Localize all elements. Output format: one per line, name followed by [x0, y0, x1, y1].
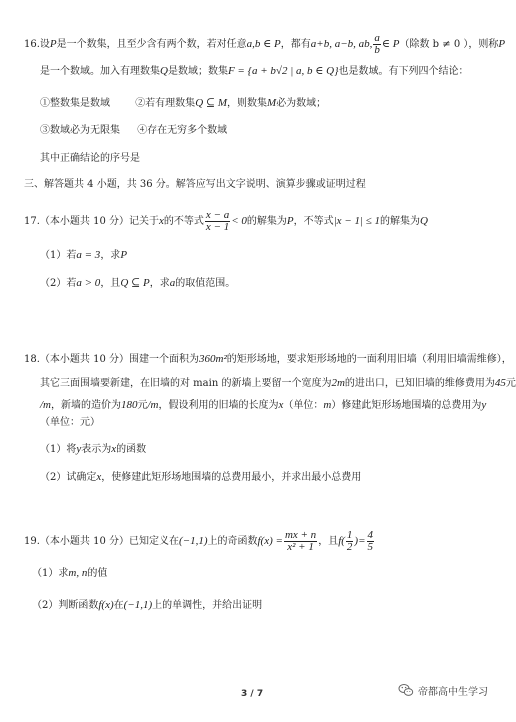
q19-math: (−1,1): [179, 535, 208, 547]
q19-math: f(x) =: [257, 535, 283, 547]
q17-text: （2）若: [40, 278, 77, 289]
q17-text: ，不等式: [293, 216, 334, 227]
wechat-icon: [398, 682, 414, 698]
q16-math: P: [49, 38, 57, 50]
q18-math: 45: [494, 377, 506, 389]
q16-math: a+b, a−b, ab,: [310, 38, 373, 50]
q18-text: 的矩形场地，要求矩形场地的一面利用旧墙（利用旧墙需维修），: [226, 354, 512, 365]
q16-text: 是数域；数集: [167, 66, 228, 77]
q16-option-1: ①整数集是数域: [40, 98, 110, 109]
q16-text: 16.设: [24, 39, 50, 50]
q18-part2: [40, 470, 361, 485]
q18-text: ，新墙的造价为: [51, 400, 121, 411]
section-3-heading: 三、解答题共 4 小题，共 36 分。解答应写出文字说明、演算步骤或证明过程: [24, 179, 366, 190]
q19-text: 上的单调性，并给出证明: [152, 600, 263, 611]
q18-text: 表示为: [81, 444, 112, 455]
page-number: 3 / 7: [241, 689, 264, 699]
q18-math: /m: [147, 399, 159, 411]
q17-math: x: [159, 215, 164, 227]
q16-math: F = {a + b√2 | a, b ∈ Q}: [227, 65, 339, 77]
q18-text: 的进出口，已知旧墙的维修费用为: [344, 378, 495, 389]
q16-math: Q ⊆ M: [195, 97, 228, 109]
q18-text: 元: [505, 378, 516, 389]
q16-option-4: ④存在无穷多个数域: [137, 125, 228, 136]
q17-math: a > 0: [76, 277, 101, 289]
q17-part2: [40, 276, 235, 291]
q19-text: 的值: [87, 568, 108, 579]
q19-part2: [32, 598, 262, 613]
q16-options-row1: [40, 96, 326, 111]
q18-text: 其它三面围墙要新建，在旧墙的对 main 的新墙上要留一个宽度为: [40, 378, 332, 389]
q18-math: x: [96, 471, 102, 483]
q17-text: ，求: [100, 250, 121, 261]
q16-ask: 其中正确结论的序号是: [40, 153, 140, 164]
q16-line1: [24, 33, 505, 56]
q19-half-fraction: $\frac{1}{2}$: [346, 529, 353, 553]
q16-text: ，则数集: [227, 98, 268, 109]
q18-text: （1）将: [40, 444, 77, 455]
q16-math: ∈ P: [381, 38, 400, 50]
q19-text: 上的奇函数: [207, 536, 258, 547]
q16-line2: [40, 64, 468, 79]
q16-text: （除数 b ≠ 0 ），则称: [399, 39, 499, 50]
q17-text: 的不等式: [163, 216, 204, 227]
q17-fraction: $\frac{x - a}{x - 1}$: [205, 209, 230, 233]
q18-part1: [40, 442, 146, 457]
q16-math: a,b ∈ P: [246, 38, 281, 50]
q18-line3: [40, 398, 486, 413]
q17-text: （1）若: [40, 250, 77, 261]
q18-math: y: [76, 443, 82, 455]
q16-option-2: ②若有理数集: [135, 98, 196, 109]
q16-option-3: ③数域必为无限集: [40, 125, 120, 136]
q18-text: 的函数: [116, 444, 147, 455]
q19-fraction: $\frac{mx + n}{\text{x² + 1}}$: [284, 529, 317, 553]
q17-math: a: [169, 277, 176, 289]
q16-options-row2: [40, 124, 227, 138]
q18-line4: （单位：元）: [40, 417, 100, 428]
q17-math: < 0: [231, 215, 247, 227]
q19-text: （2）判断函数: [32, 600, 99, 611]
q17-line1: [24, 210, 428, 233]
q17-part1: [40, 248, 127, 263]
q18-line2: [40, 376, 516, 391]
q18-text: ，使修建此矩形场地围墙的总费用最小，并求出最小总费用: [101, 472, 362, 483]
q18-text: ，假设利用的旧墙的长度为: [158, 400, 279, 411]
q16-text: 是一个数集，且至少含有两个数，若对任意: [56, 39, 247, 50]
q18-text: （2）试确定: [40, 472, 97, 483]
q18-math: x: [111, 443, 117, 455]
q18-math: x: [278, 399, 284, 411]
q16-text: 必为数域；: [276, 98, 327, 109]
q17-text: 的解集为: [380, 216, 421, 227]
q16-text: 是一个数域。加入有理数集: [40, 66, 160, 77]
q17-math: a = 3: [76, 249, 101, 261]
q19-value-fraction: $\frac{4}{5}$: [367, 529, 374, 553]
q16-math: M: [267, 97, 277, 109]
q19-text: 在: [113, 600, 124, 611]
q17-text: 的解集为: [246, 216, 287, 227]
q16-text: ，都有: [280, 39, 311, 50]
q18-math: m: [323, 399, 332, 411]
q19-math: f(x): [98, 599, 114, 611]
q18-text: （单位：: [283, 400, 324, 411]
q18-text: 18.（本小题共 10 分）围建一个面积为: [24, 354, 199, 365]
q19-math: (−1,1): [123, 599, 153, 611]
q19-text: 19.（本小题共 10 分）已知定义在: [24, 536, 179, 547]
q19-line1: 19.（本小题共 10 分）已知定义在(−1,1)上的奇函数f(x) = $\frac{mx + n}{\text{x² + 1}}$ ，且f( $\frac{1}{2}$ )= $\frac{4}{5}$: [24, 529, 374, 553]
q19-math: =: [358, 535, 366, 547]
watermark: [398, 682, 488, 698]
q17-text: ，且: [100, 278, 121, 289]
q19-text: （1）求: [32, 568, 69, 579]
watermark-label: 帝都高中生学习: [418, 686, 488, 698]
q17-text: 的取值范围。: [175, 278, 236, 289]
q17-text: ，求: [149, 278, 170, 289]
q17-math: Q: [420, 215, 428, 227]
q18-math: 360m²: [199, 353, 227, 365]
q18-text: 元: [137, 400, 148, 411]
q17-math: P: [120, 249, 128, 261]
q16-text: 也是数域。有下列四个结论：: [338, 66, 469, 77]
q18-text: ）修建此矩形场地围墙的总费用为: [331, 400, 482, 411]
q17-math: |x − 1| ≤ 1: [333, 215, 381, 227]
q18-math: /m: [40, 399, 51, 411]
q19-math: f: [338, 535, 342, 547]
q19-math: m, n: [68, 567, 88, 579]
q17-math: Q ⊆ P: [120, 277, 150, 289]
q16-math: P: [498, 38, 506, 50]
q18-math: 180: [121, 399, 138, 411]
q19-part1: [32, 566, 107, 581]
q18-math: y: [481, 399, 487, 411]
q18-line1: [24, 352, 512, 367]
q19-text: ，且: [318, 536, 339, 547]
q16-fraction: $\frac{a}{b}$: [374, 32, 380, 56]
q16-math: Q: [160, 65, 168, 77]
q18-math: 2m: [331, 377, 345, 389]
q17-text: 17.（本小题共 10 分）记关于: [24, 216, 159, 227]
q17-math: P: [286, 215, 294, 227]
